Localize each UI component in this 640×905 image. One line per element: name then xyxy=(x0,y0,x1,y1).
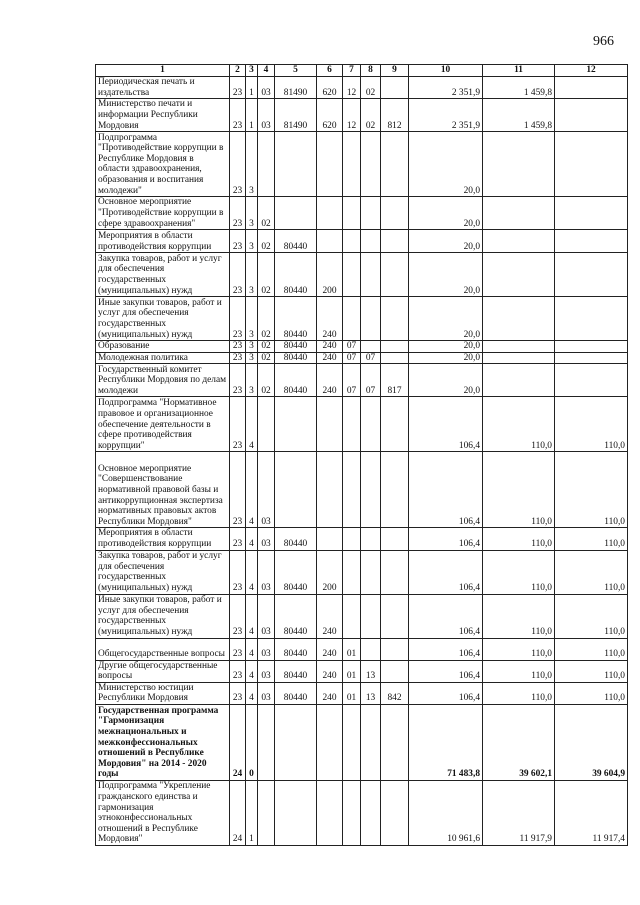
table-row xyxy=(96,297,628,341)
code-cell xyxy=(381,341,409,353)
code-cell: 13 xyxy=(361,660,381,682)
code-cell: 240 xyxy=(317,352,343,364)
amount-cell: 20,0 xyxy=(409,197,483,230)
amount-cell: 2 351,9 xyxy=(409,99,483,132)
code-cell: 200 xyxy=(317,550,343,594)
code-cell: 23 xyxy=(230,352,246,364)
code-cell xyxy=(381,397,409,452)
code-cell: 1 xyxy=(246,77,258,99)
code-cell xyxy=(361,594,381,638)
code-cell: 817 xyxy=(381,364,409,397)
code-cell: 80440 xyxy=(275,230,317,253)
amount-cell xyxy=(555,364,628,397)
code-cell: 07 xyxy=(361,352,381,364)
code-cell xyxy=(381,660,409,682)
code-cell: 3 xyxy=(246,297,258,341)
code-cell xyxy=(381,230,409,253)
row-name-cell: Министерство юстиции Республики Мордовия xyxy=(96,682,230,704)
code-cell xyxy=(381,638,409,660)
code-cell: 80440 xyxy=(275,660,317,682)
amount-cell: 110,0 xyxy=(555,528,628,550)
code-cell xyxy=(361,397,381,452)
amount-cell: 106,4 xyxy=(409,550,483,594)
row-name-cell: Подпрограмма "Противодействие коррупции в Республике Мордовия в области здравоохранения, образования и воспитания молодежи" xyxy=(96,132,230,197)
code-cell xyxy=(317,230,343,253)
code-cell xyxy=(381,528,409,550)
code-cell xyxy=(343,550,361,594)
code-cell: 620 xyxy=(317,99,343,132)
code-cell: 4 xyxy=(246,528,258,550)
code-cell: 240 xyxy=(317,297,343,341)
code-cell: 01 xyxy=(343,660,361,682)
code-cell xyxy=(343,780,361,845)
code-cell: 1 xyxy=(246,99,258,132)
table-row xyxy=(96,352,628,364)
code-cell: 23 xyxy=(230,660,246,682)
table-row xyxy=(96,397,628,452)
row-name-cell: Основное мероприятие "Противодействие коррупции в сфере здравоохранения" xyxy=(96,197,230,230)
code-cell xyxy=(361,253,381,297)
code-cell: 24 xyxy=(230,704,246,780)
amount-cell: 110,0 xyxy=(555,550,628,594)
code-cell: 03 xyxy=(258,594,275,638)
amount-cell xyxy=(483,132,555,197)
table-row xyxy=(96,197,628,230)
code-cell: 02 xyxy=(258,352,275,364)
code-cell xyxy=(381,780,409,845)
amount-cell xyxy=(483,341,555,353)
code-cell: 80440 xyxy=(275,352,317,364)
amount-cell: 11 917,9 xyxy=(483,780,555,845)
code-cell: 02 xyxy=(258,197,275,230)
code-cell: 12 xyxy=(343,99,361,132)
amount-cell: 106,4 xyxy=(409,397,483,452)
amount-cell: 110,0 xyxy=(483,594,555,638)
code-cell: 80440 xyxy=(275,364,317,397)
code-cell: 23 xyxy=(230,253,246,297)
code-cell: 02 xyxy=(361,99,381,132)
amount-cell xyxy=(555,77,628,99)
row-name-cell: Закупка товаров, работ и услуг для обеспечения государственных (муниципальных) нужд xyxy=(96,550,230,594)
table-row xyxy=(96,550,628,594)
code-cell: 02 xyxy=(258,230,275,253)
code-cell: 80440 xyxy=(275,528,317,550)
code-cell xyxy=(258,397,275,452)
code-cell xyxy=(317,132,343,197)
code-cell xyxy=(361,638,381,660)
amount-cell: 110,0 xyxy=(483,682,555,704)
code-cell: 81490 xyxy=(275,99,317,132)
row-name-cell: Подпрограмма "Укрепление гражданского единства и гармонизация этноконфессиональных отношений в Республике Мордовия" xyxy=(96,780,230,845)
code-cell: 23 xyxy=(230,197,246,230)
code-cell: 03 xyxy=(258,638,275,660)
amount-cell xyxy=(555,352,628,364)
code-cell: 02 xyxy=(258,297,275,341)
amount-cell: 2 351,9 xyxy=(409,77,483,99)
code-cell xyxy=(343,230,361,253)
code-cell: 4 xyxy=(246,550,258,594)
code-cell: 23 xyxy=(230,230,246,253)
amount-cell: 110,0 xyxy=(483,452,555,528)
amount-cell xyxy=(483,297,555,341)
code-cell: 0 xyxy=(246,704,258,780)
code-cell: 1 xyxy=(246,780,258,845)
table-row xyxy=(96,77,628,99)
code-cell: 240 xyxy=(317,364,343,397)
code-cell xyxy=(317,452,343,528)
code-cell xyxy=(361,341,381,353)
code-cell: 03 xyxy=(258,77,275,99)
code-cell xyxy=(275,452,317,528)
column-header: 4 xyxy=(258,65,275,77)
amount-cell: 1 459,8 xyxy=(483,99,555,132)
code-cell: 07 xyxy=(343,364,361,397)
code-cell: 23 xyxy=(230,528,246,550)
amount-cell: 110,0 xyxy=(555,638,628,660)
amount-cell: 71 483,8 xyxy=(409,704,483,780)
amount-cell xyxy=(555,132,628,197)
code-cell: 3 xyxy=(246,253,258,297)
amount-cell: 110,0 xyxy=(555,594,628,638)
code-cell: 240 xyxy=(317,638,343,660)
amount-cell xyxy=(555,230,628,253)
code-cell xyxy=(275,780,317,845)
code-cell: 23 xyxy=(230,682,246,704)
row-name-cell: Мероприятия в области противодействия коррупции xyxy=(96,230,230,253)
code-cell xyxy=(258,780,275,845)
code-cell: 02 xyxy=(258,341,275,353)
code-cell: 01 xyxy=(343,682,361,704)
code-cell: 240 xyxy=(317,682,343,704)
code-cell: 812 xyxy=(381,99,409,132)
row-name-cell: Закупка товаров, работ и услуг для обеспечения государственных (муниципальных) нужд xyxy=(96,253,230,297)
code-cell: 4 xyxy=(246,594,258,638)
amount-cell: 106,4 xyxy=(409,682,483,704)
code-cell: 81490 xyxy=(275,77,317,99)
amount-cell: 110,0 xyxy=(555,682,628,704)
table-row xyxy=(96,638,628,660)
code-cell: 620 xyxy=(317,77,343,99)
code-cell xyxy=(343,594,361,638)
code-cell xyxy=(317,704,343,780)
column-header-row xyxy=(96,65,628,77)
amount-cell: 10 961,6 xyxy=(409,780,483,845)
amount-cell: 110,0 xyxy=(483,397,555,452)
code-cell: 3 xyxy=(246,352,258,364)
row-name-cell: Мероприятия в области противодействия коррупции xyxy=(96,528,230,550)
table-row xyxy=(96,660,628,682)
code-cell xyxy=(343,452,361,528)
amount-cell: 110,0 xyxy=(483,528,555,550)
code-cell: 23 xyxy=(230,99,246,132)
amount-cell xyxy=(483,253,555,297)
row-name-cell: Другие общегосударственные вопросы xyxy=(96,660,230,682)
table-row xyxy=(96,780,628,845)
code-cell: 80440 xyxy=(275,638,317,660)
code-cell xyxy=(343,197,361,230)
code-cell: 02 xyxy=(258,364,275,397)
amount-cell: 20,0 xyxy=(409,132,483,197)
code-cell: 01 xyxy=(343,638,361,660)
code-cell: 23 xyxy=(230,594,246,638)
code-cell xyxy=(361,297,381,341)
code-cell: 4 xyxy=(246,682,258,704)
table-row xyxy=(96,132,628,197)
amount-cell: 39 604,9 xyxy=(555,704,628,780)
amount-cell xyxy=(483,197,555,230)
code-cell: 80440 xyxy=(275,550,317,594)
code-cell: 07 xyxy=(361,364,381,397)
code-cell xyxy=(381,253,409,297)
code-cell: 240 xyxy=(317,341,343,353)
row-name-cell: Образование xyxy=(96,341,230,353)
code-cell xyxy=(275,704,317,780)
column-header: 1 xyxy=(96,65,230,77)
column-header: 3 xyxy=(246,65,258,77)
table-body xyxy=(96,77,628,846)
amount-cell: 39 602,1 xyxy=(483,704,555,780)
code-cell xyxy=(381,352,409,364)
code-cell: 80440 xyxy=(275,253,317,297)
code-cell: 4 xyxy=(246,638,258,660)
code-cell: 3 xyxy=(246,197,258,230)
page-number: 966 xyxy=(593,34,614,49)
code-cell: 23 xyxy=(230,297,246,341)
code-cell: 24 xyxy=(230,780,246,845)
amount-cell: 11 917,4 xyxy=(555,780,628,845)
column-header: 7 xyxy=(343,65,361,77)
code-cell xyxy=(343,528,361,550)
amount-cell: 20,0 xyxy=(409,352,483,364)
code-cell xyxy=(361,230,381,253)
code-cell: 240 xyxy=(317,660,343,682)
table-row xyxy=(96,682,628,704)
amount-cell: 20,0 xyxy=(409,253,483,297)
row-name-cell: Подпрограмма "Нормативное правовое и организационное обеспечение деятельности в сфере противодействия коррупции" xyxy=(96,397,230,452)
amount-cell xyxy=(555,341,628,353)
amount-cell: 106,4 xyxy=(409,528,483,550)
amount-cell: 106,4 xyxy=(409,594,483,638)
code-cell: 3 xyxy=(246,132,258,197)
amount-cell: 20,0 xyxy=(409,364,483,397)
code-cell: 03 xyxy=(258,660,275,682)
code-cell xyxy=(361,550,381,594)
amount-cell: 110,0 xyxy=(483,638,555,660)
code-cell: 240 xyxy=(317,594,343,638)
code-cell xyxy=(381,452,409,528)
column-header: 11 xyxy=(483,65,555,77)
code-cell xyxy=(361,197,381,230)
column-header: 5 xyxy=(275,65,317,77)
code-cell xyxy=(381,197,409,230)
row-name-cell: Периодическая печать и издательства xyxy=(96,77,230,99)
code-cell xyxy=(381,594,409,638)
code-cell: 03 xyxy=(258,528,275,550)
code-cell: 4 xyxy=(246,452,258,528)
amount-cell: 110,0 xyxy=(483,660,555,682)
code-cell: 200 xyxy=(317,253,343,297)
column-header: 2 xyxy=(230,65,246,77)
code-cell: 02 xyxy=(258,253,275,297)
code-cell: 80440 xyxy=(275,341,317,353)
row-name-cell: Министерство печати и информации Республики Мордовия xyxy=(96,99,230,132)
table-row xyxy=(96,364,628,397)
code-cell xyxy=(258,132,275,197)
code-cell xyxy=(258,704,275,780)
amount-cell: 106,4 xyxy=(409,660,483,682)
code-cell: 03 xyxy=(258,99,275,132)
code-cell xyxy=(317,780,343,845)
code-cell xyxy=(275,397,317,452)
amount-cell: 106,4 xyxy=(409,638,483,660)
code-cell: 23 xyxy=(230,77,246,99)
table-row xyxy=(96,528,628,550)
code-cell: 03 xyxy=(258,452,275,528)
code-cell xyxy=(275,132,317,197)
row-name-cell: Иные закупки товаров, работ и услуг для обеспечения государственных (муниципальных) нужд xyxy=(96,594,230,638)
code-cell: 23 xyxy=(230,341,246,353)
code-cell: 80440 xyxy=(275,682,317,704)
code-cell: 23 xyxy=(230,638,246,660)
table-row xyxy=(96,594,628,638)
table-row xyxy=(96,704,628,780)
amount-cell: 110,0 xyxy=(483,550,555,594)
amount-cell: 110,0 xyxy=(555,452,628,528)
amount-cell xyxy=(555,297,628,341)
column-header: 9 xyxy=(381,65,409,77)
code-cell: 23 xyxy=(230,452,246,528)
budget-table xyxy=(95,64,628,846)
amount-cell: 20,0 xyxy=(409,230,483,253)
code-cell: 3 xyxy=(246,230,258,253)
amount-cell xyxy=(555,253,628,297)
column-header: 10 xyxy=(409,65,483,77)
code-cell xyxy=(343,253,361,297)
code-cell: 23 xyxy=(230,364,246,397)
table-row xyxy=(96,253,628,297)
amount-cell: 110,0 xyxy=(555,397,628,452)
code-cell: 07 xyxy=(343,341,361,353)
code-cell xyxy=(361,780,381,845)
amount-cell xyxy=(483,364,555,397)
row-name-cell: Основное мероприятие "Совершенствование нормативной правовой базы и антикоррупционная экспертиза нормативных правовых актов Республики Мордовия" xyxy=(96,452,230,528)
code-cell: 80440 xyxy=(275,297,317,341)
row-name-cell: Государственный комитет Республики Мордовия по делам молодежи xyxy=(96,364,230,397)
code-cell xyxy=(343,704,361,780)
row-name-cell: Государственная программа "Гармонизация межнациональных и межконфессиональных отношений в Республике Мордовия" на 2014 - 2020 годы xyxy=(96,704,230,780)
code-cell xyxy=(381,550,409,594)
amount-cell xyxy=(483,230,555,253)
code-cell xyxy=(361,528,381,550)
code-cell xyxy=(317,197,343,230)
table-row xyxy=(96,230,628,253)
amount-cell: 20,0 xyxy=(409,297,483,341)
amount-cell: 20,0 xyxy=(409,341,483,353)
code-cell xyxy=(381,132,409,197)
code-cell: 07 xyxy=(343,352,361,364)
column-header: 8 xyxy=(361,65,381,77)
code-cell: 842 xyxy=(381,682,409,704)
code-cell: 12 xyxy=(343,77,361,99)
row-name-cell: Иные закупки товаров, работ и услуг для обеспечения государственных (муниципальных) нужд xyxy=(96,297,230,341)
code-cell xyxy=(317,397,343,452)
row-name-cell: Молодежная политика xyxy=(96,352,230,364)
amount-cell: 1 459,8 xyxy=(483,77,555,99)
code-cell: 03 xyxy=(258,682,275,704)
code-cell: 3 xyxy=(246,341,258,353)
code-cell: 4 xyxy=(246,397,258,452)
table-row xyxy=(96,341,628,353)
code-cell xyxy=(381,77,409,99)
code-cell: 23 xyxy=(230,397,246,452)
code-cell xyxy=(343,397,361,452)
code-cell: 80440 xyxy=(275,594,317,638)
amount-cell: 110,0 xyxy=(555,660,628,682)
code-cell xyxy=(317,528,343,550)
column-header: 6 xyxy=(317,65,343,77)
code-cell: 03 xyxy=(258,550,275,594)
code-cell xyxy=(361,452,381,528)
code-cell: 4 xyxy=(246,660,258,682)
table-row xyxy=(96,99,628,132)
code-cell: 02 xyxy=(361,77,381,99)
code-cell: 3 xyxy=(246,364,258,397)
code-cell xyxy=(343,297,361,341)
code-cell: 23 xyxy=(230,550,246,594)
amount-cell xyxy=(555,99,628,132)
code-cell xyxy=(381,297,409,341)
amount-cell xyxy=(483,352,555,364)
row-name-cell: Общегосударственные вопросы xyxy=(96,638,230,660)
code-cell: 13 xyxy=(361,682,381,704)
code-cell xyxy=(343,132,361,197)
code-cell: 23 xyxy=(230,132,246,197)
amount-cell xyxy=(555,197,628,230)
code-cell xyxy=(381,704,409,780)
code-cell xyxy=(275,197,317,230)
table-row xyxy=(96,452,628,528)
amount-cell: 106,4 xyxy=(409,452,483,528)
code-cell xyxy=(361,132,381,197)
column-header: 12 xyxy=(555,65,628,77)
code-cell xyxy=(361,704,381,780)
